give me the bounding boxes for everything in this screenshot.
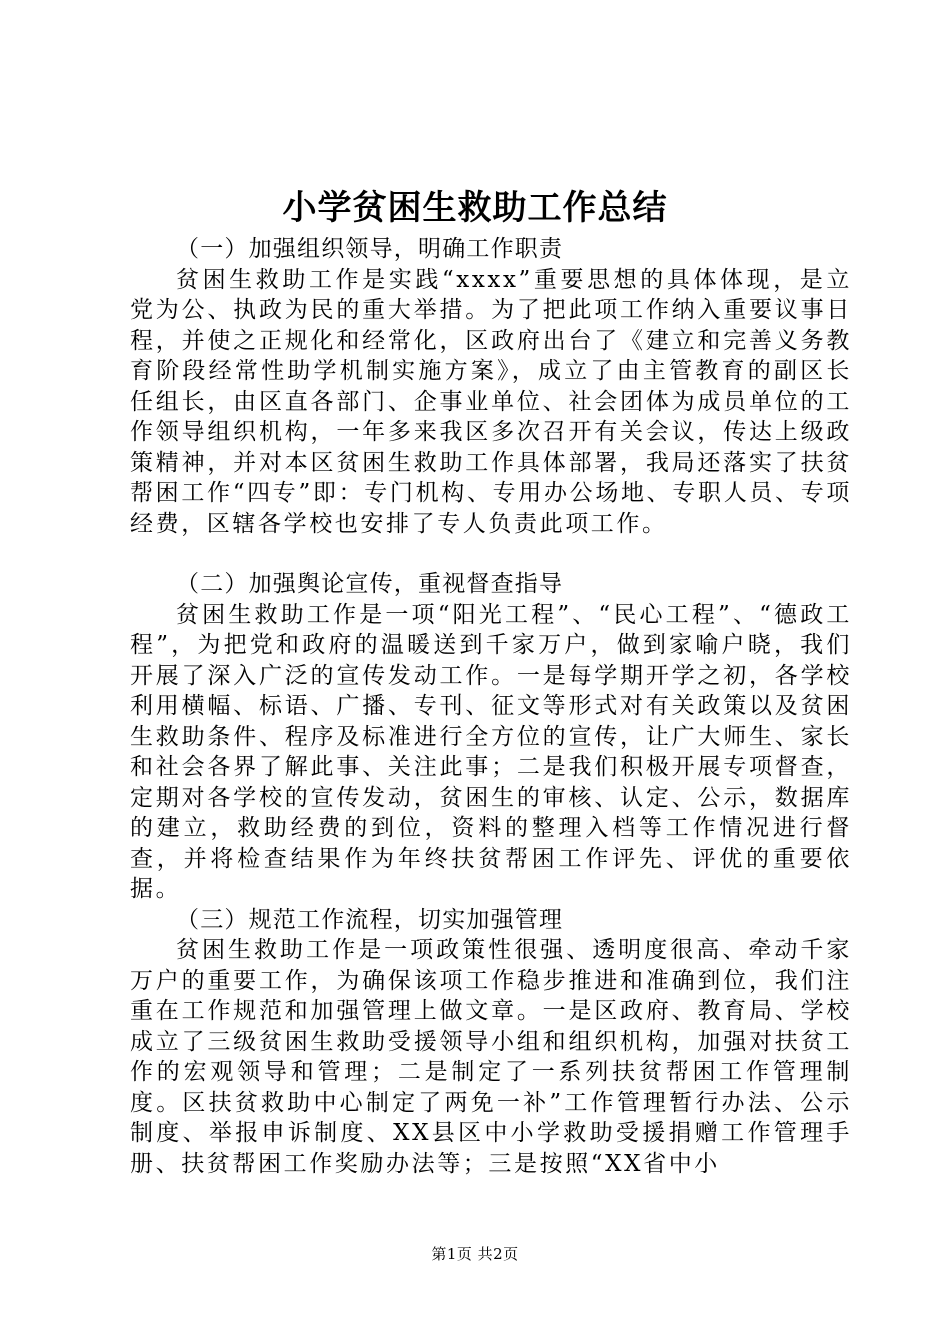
section-paragraph-3: 贫困生救助工作是一项政策性很强、透明度很高、牵动千家万户的重要工作，为确保该项工作稳步推进和准确到位，我们注重在工作规范和加强管理上做文章。一是区政府、教育局、学校成立了三级贫困生救助受援领导小组和组织机构，加强对扶贫工作的宏观领导和管理；二是制定了一系列扶贫帮困工作管理制度。区扶贫救助中心制定了两免一补”工作管理暂行办法、公示制度、举报申诉制度、XX县区中小学救助受援捐赠工作管理手册、扶贫帮困工作奖励办法等；三是按照“XX省中小 — [130, 937, 852, 1177]
section-heading-2: （二）加强舆论宣传，重视督查指导 — [176, 571, 564, 597]
document-title: 小学贫困生救助工作总结 — [282, 188, 668, 228]
section-heading-1: （一）加强组织领导，明确工作职责 — [176, 236, 564, 262]
page-number-footer: 第1页 共2页 — [431, 1245, 519, 1263]
document-body — [130, 234, 852, 1179]
section-heading-3: （三）规范工作流程，切实加强管理 — [176, 906, 564, 933]
section-paragraph-1: 贫困生救助工作是实践“xxxx”重要思想的具体体现，是立党为公、执政为民的重大举措。为了把此项工作纳入重要议事日程，并使之正规化和经常化，区政府出台了《建立和完善义务教育阶段经常性助学机制实施方案》，成立了由主管教育的副区长任组长，由区直各部门、企事业单位、社会团体为成员单位的工作领导组织机构，一年多来我区多次召开有关会议，传达上级政策精神，并对本区贫困生救助工作具体部署，我局还落实了扶贫帮困工作“四专”即：专门机构、专用办公场地、专职人员、专项经费，区辖各学校也安排了专人负责此项工作。 — [130, 266, 852, 537]
section-paragraph-2: 贫困生救助工作是一项“阳光工程”、“民心工程”、“德政工程”，为把党和政府的温暖送到千家万户，做到家喻户晓，我们开展了深入广泛的宣传发动工作。一是每学期开学之初，各学校利用横幅、标语、广播、专刊、征文等形式对有关政策以及贫困生救助条件、程序及标准进行全方位的宣传，让广大师生、家长和社会各界了解此事、关注此事；二是我们积极开展专项督查，定期对各学校的宣传发动，贫困生的审核、认定、公示，数据库的建立，救助经费的到位，资料的整理入档等工作情况进行督查，并将检查结果作为年终扶贫帮困工作评先、评优的重要依据。 — [130, 601, 852, 902]
